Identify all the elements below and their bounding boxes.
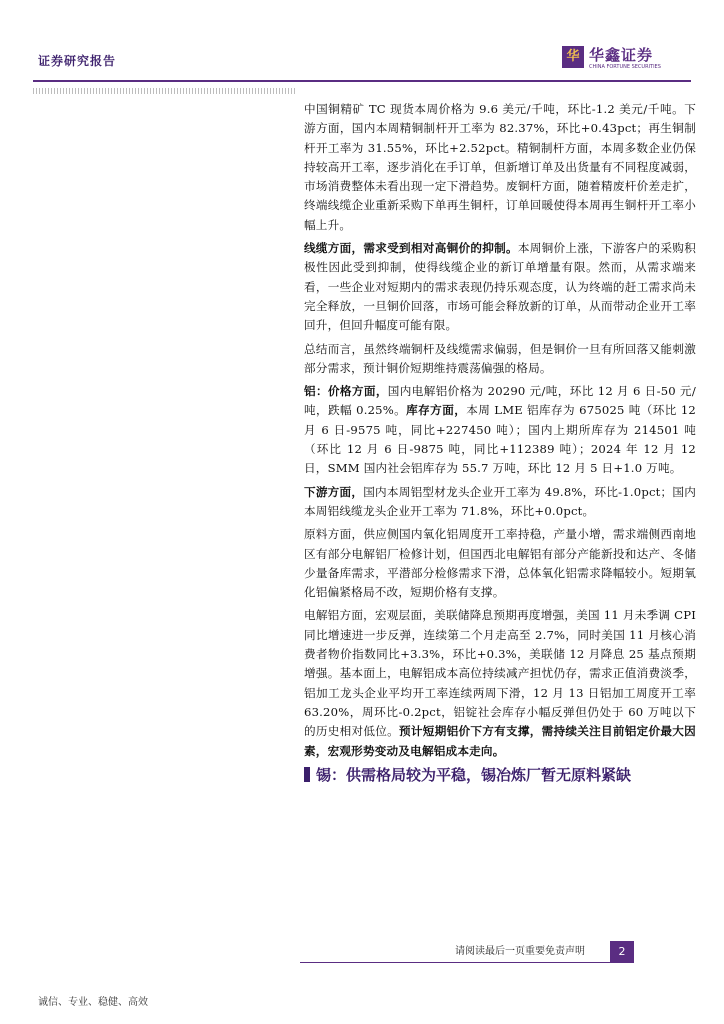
- body-paragraph: [304, 483, 696, 522]
- body-paragraph: [304, 606, 696, 760]
- decorative-hatch-bar: [33, 88, 297, 94]
- text-segment: 国内本周铝型材龙头企业开工率为 49.8%，环比-1.0pct；国内本周铝线缆龙头企业开工率为 71.8%，环比+0.0pct。: [304, 484, 696, 518]
- body-paragraph: [304, 239, 696, 335]
- header-title: 证券研究报告: [38, 54, 117, 68]
- logo-english-name: CHINA FORTUNE SECURITIES: [589, 64, 661, 70]
- disclaimer-note: 请阅读最后一页重要免责声明: [455, 946, 585, 957]
- logo-name: 华鑫证券: [589, 46, 654, 64]
- bold-text-segment: 下游方面，: [304, 484, 364, 499]
- bold-text-segment: 铝：价格方面，: [304, 384, 388, 399]
- bold-text-segment: 线缆方面，需求受到相对高铜价的抑制。: [304, 241, 518, 256]
- body-paragraph: [304, 340, 696, 379]
- company-logo: [562, 44, 688, 76]
- text-segment: 国内电解铝价格为 20290 元/吨，环比 12 月 6 日-50 元/吨，跌幅 0.25%。: [304, 384, 696, 418]
- report-body: [304, 100, 696, 785]
- body-paragraph: [304, 525, 696, 602]
- section-marker-icon: [304, 767, 310, 782]
- body-paragraph: [304, 100, 696, 235]
- text-segment: 原料方面，供应侧国内氧化铝周度开工率持稳，产量小增，需求端侧西南地区有部分电解铝厂检修计划，但国西北电解铝有部分产能新投和达产、冬储少量备库需求，平潜部分检修需求下滑，总体氧化铝需求降幅较小。短期氧化铝偏紧格局不改，短期价格有支撑。: [304, 527, 696, 600]
- section-heading: [304, 765, 696, 785]
- text-segment: 本周铜价上涨，下游客户的采购积极性因此受到抑制，使得线缆企业的新订单增量有限。然而，从需求端来看，一些企业对短期内的需求表现仍持乐观态度，认为终端的赶工需求尚未完全释放，一旦铜价回落，市场可能会释放新的订单，从而带动企业开工率回升，但回升幅度可能有限。: [304, 241, 696, 333]
- bold-text-segment: 预计短期铝价下方有支撑，需持续关注目前铝定价最大因素，宏观形势变动及电解铝成本走向。: [304, 724, 696, 758]
- section-heading-text: 锡：供需格局较为平稳，锡冶炼厂暂无原料紧缺: [316, 765, 632, 784]
- footer-divider: [300, 962, 624, 963]
- bold-text-segment: 库存方面，: [406, 403, 467, 418]
- text-segment: 中国铜精矿 TC 现货本周价格为 9.6 美元/千吨，环比-1.2 美元/千吨。下游方面，国内本周精铜制杆开工率为 82.37%，环比+0.43pct；再生铜制杆开工率为 31.55%，环比+2.52pct。精铜制杆方面，本周多数企业仍保持较高开工率，逐步消化在手订单，但新增订单及出货量有不同程度减弱，市场消费整体未看出现一定下滑趋势。废铜杆方面，随着精废杆价差走扩，终端线缆企业重新采购下单再生铜杆，订单回暖使得本周再生铜杆开工率小幅上升。: [304, 102, 696, 232]
- text-segment: 电解铝方面，宏观层面，美联储降息预期再度增强，美国 11 月未季调 CPI 同比增速进一步反弹，连续第二个月走高至 2.7%，同时美国 11 月核心消费者物价指数同比+3.3%，环比+0.3%，美联储 12 月降息 25 基点预期增强。基本面上，电解铝成本高位持续减产担忧仍存，需求正值消费淡季，铝加工龙头企业平均开工率连续两周下滑，12 月 13 日铝加工周度开工率 63.20%，周环比-0.2pct，铝锭社会库存小幅反弹但仍处于 60 万吨以下的历史相对低位。: [304, 608, 696, 739]
- page-number: 2: [610, 941, 634, 963]
- logo-mark-icon: 华: [562, 46, 584, 68]
- company-slogan: 诚信、专业、稳健、高效: [38, 997, 148, 1008]
- text-segment: 总结而言，虽然终端铜杆及线缆需求偏弱，但是铜价一旦有所回落又能刺激部分需求，预计铜价短期维持震荡偏强的格局。: [304, 341, 696, 375]
- text-segment: 本周 LME 铝库存为 675025 吨（环比 12 月 6 日-9575 吨，同比+227450 吨）；国内上期所库存为 214501 吨（环比 12 月 6 日-9875 吨，同比+112389 吨）；2024 年 12 月 12 日，SMM 国内社会铝库存为 55.7 万吨，环比 12 月 5 日+1.0 万吨。: [304, 403, 696, 476]
- body-paragraph: [304, 382, 696, 478]
- header-divider: [33, 80, 691, 82]
